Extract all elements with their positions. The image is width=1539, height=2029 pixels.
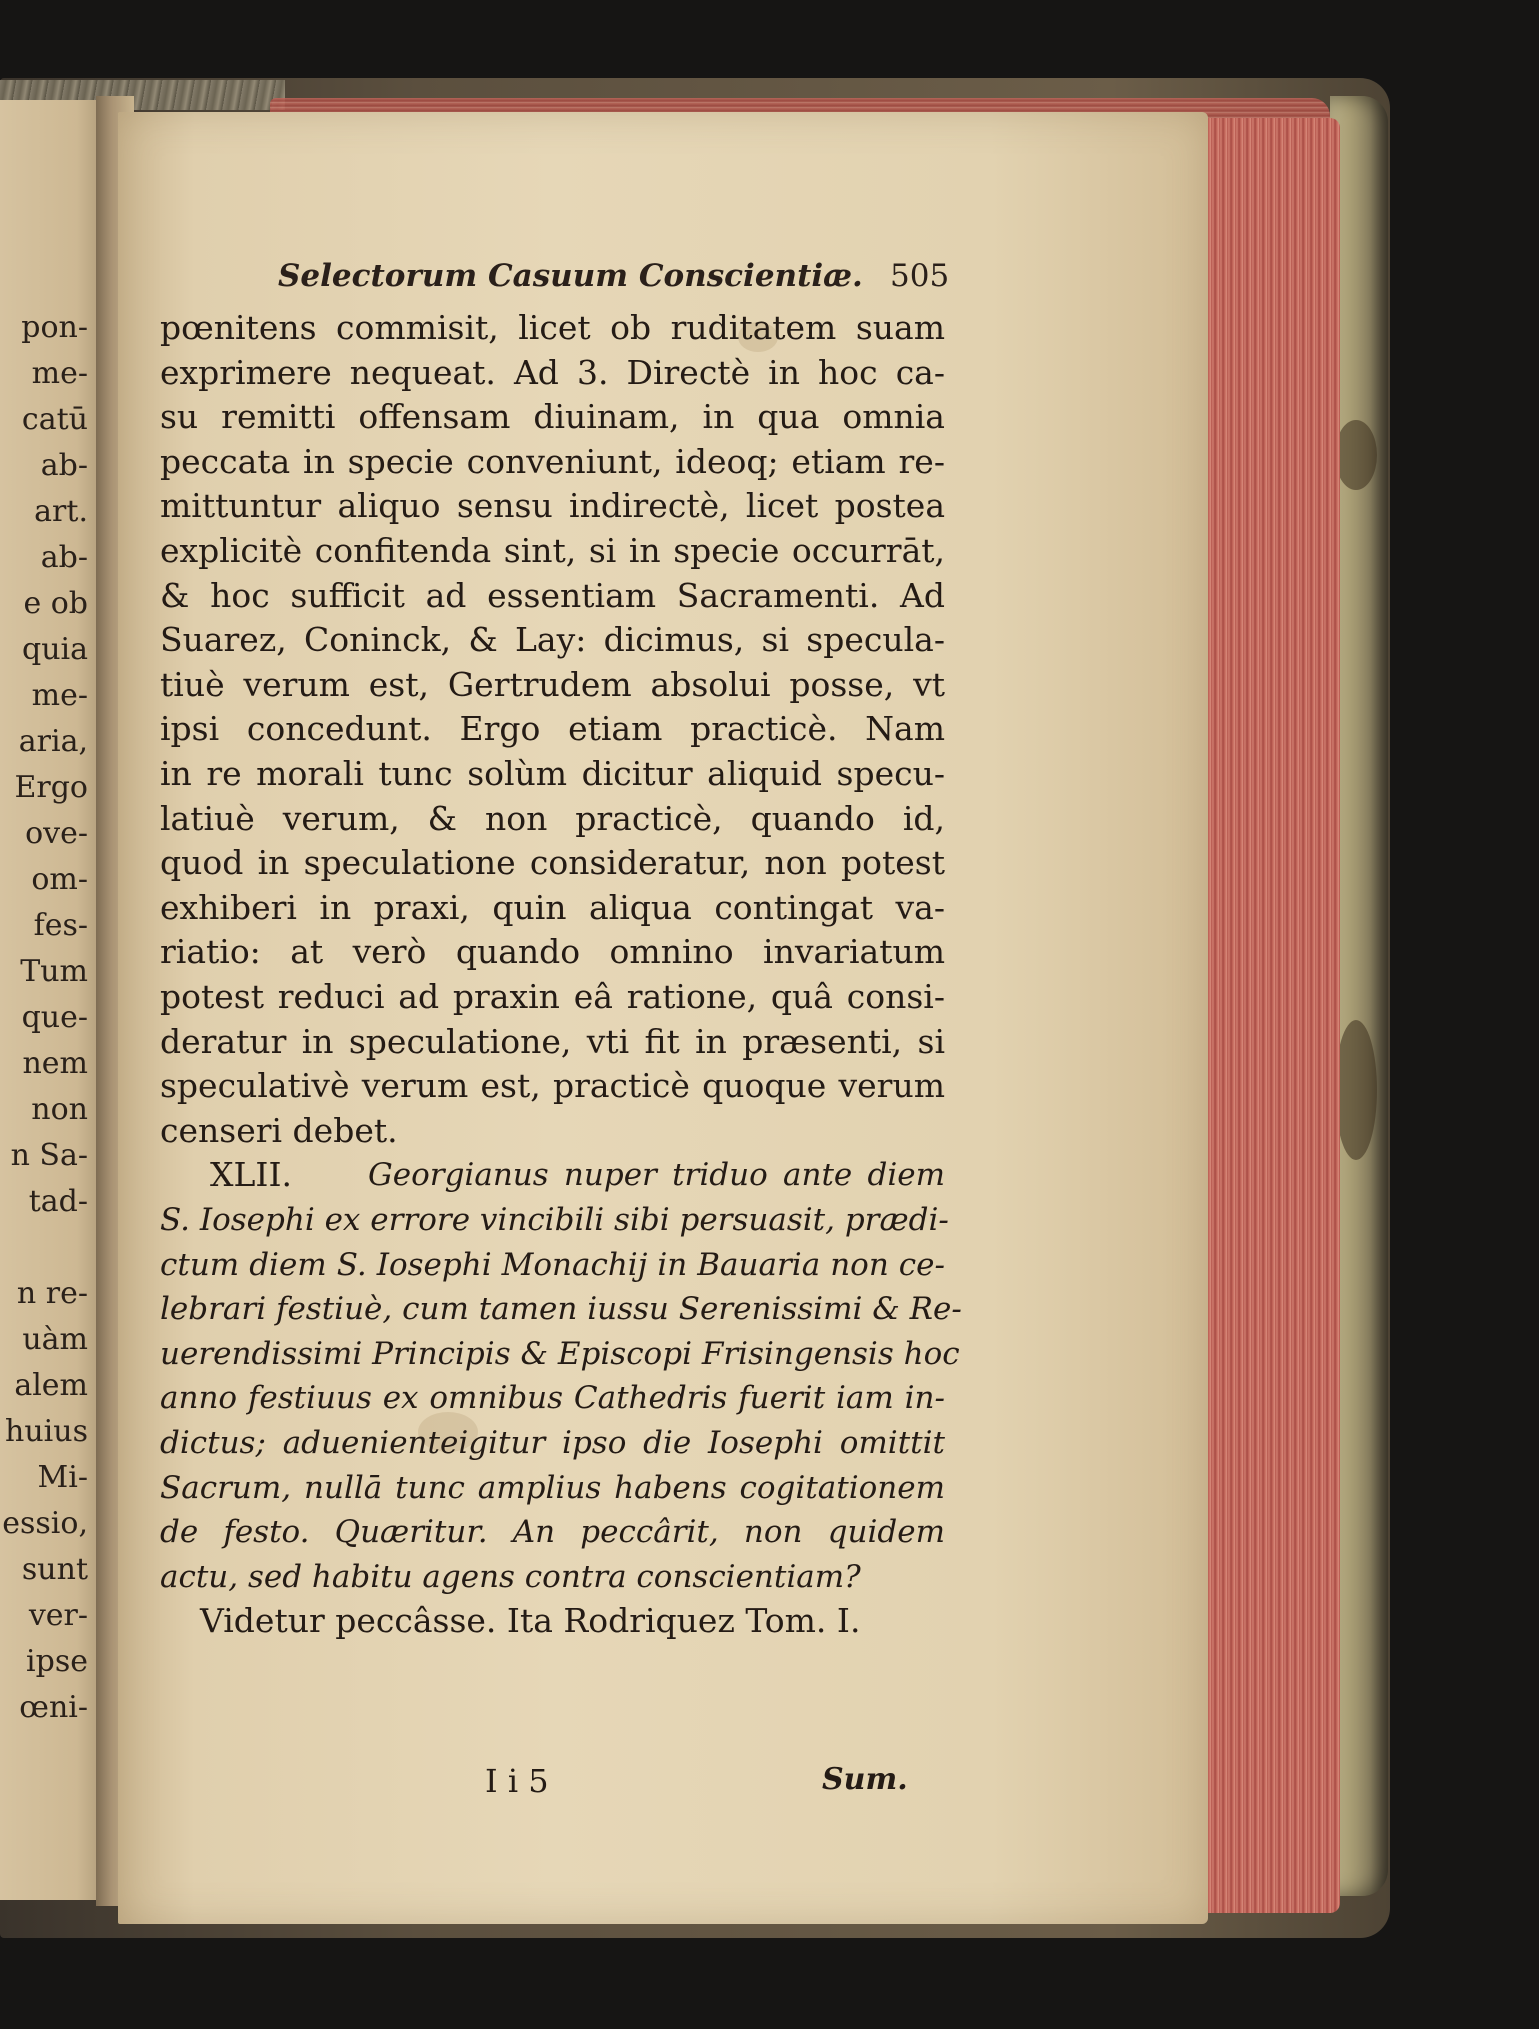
text-line: potest reduci ad praxin eâ ratione, quâ consi- — [160, 977, 945, 1016]
text-line: ipsi concedunt. Ergo etiam practicè. Nam — [160, 709, 945, 749]
italic-text-line: ctum diem S. Iosephi Monachij in Bauaria non ce- — [160, 1246, 945, 1283]
text-line: tiuè verum est, Gertrudem absolui posse, vt — [160, 664, 945, 704]
italic-text-line: actu, sed habitu agens contra conscientiam? — [160, 1558, 861, 1595]
left-page-text-fragment: ab- — [40, 540, 88, 575]
left-page-text-fragment: ab- — [40, 448, 88, 483]
text-line: in re morali tunc solùm dicitur aliquid specu- — [160, 754, 945, 793]
left-page-text-fragment: essio, — [2, 1506, 88, 1541]
italic-text-line: de festo. Quæritur. An peccârit, non quidem — [160, 1514, 945, 1551]
cover-stain — [1335, 1020, 1377, 1160]
text-line: mittuntur aliquo sensu indirectè, licet postea — [160, 486, 945, 526]
left-page-text-fragment: art. — [34, 494, 88, 529]
left-page-text-fragment: que- — [21, 1000, 88, 1035]
italic-text-line: lebrari festiuè, cum tamen iussu Serenissimi & Re- — [160, 1291, 962, 1328]
catchword: Sum. — [822, 1762, 908, 1797]
left-page-text-fragment: n re- — [16, 1276, 88, 1311]
left-page-text-fragment: nem — [22, 1046, 88, 1081]
left-page-fragment — [0, 100, 110, 1900]
left-page-text-fragment: catū — [21, 402, 88, 437]
text-line: deratur in speculatione, vti fit in præsenti, si — [160, 1021, 945, 1061]
italic-text-line: S. Iosephi ex errore vincibili sibi persuasit, prædi- — [160, 1202, 949, 1238]
italic-text-line: dictus; aduenienteigitur ipso die Iosephi omittit — [160, 1425, 945, 1461]
left-page-text-fragment: me- — [31, 678, 88, 713]
left-page-text-fragment: alem — [14, 1368, 88, 1403]
text-line: speculativè verum est, practicè quoque verum — [160, 1066, 945, 1106]
text-line: pœnitens commisit, licet ob ruditatem suam — [160, 308, 945, 347]
left-page-text-fragment: pon- — [21, 310, 88, 345]
left-page-text-fragment: ipse — [26, 1644, 88, 1679]
left-page-text-fragment: huius — [5, 1414, 88, 1449]
text-line: riatio: at verò quando omnino invariatum — [160, 932, 945, 972]
italic-text-line: uerendissimi Principis & Episcopi Frisingensis hoc — [160, 1335, 960, 1372]
italic-text-line: Sacrum, nullā tunc amplius habens cogitationem — [160, 1469, 945, 1506]
italic-text-line: Georgianus nuper triduo ante diem — [368, 1157, 945, 1194]
left-page-text-fragment: uàm — [22, 1322, 88, 1357]
left-page-text-fragment: ove- — [25, 816, 88, 851]
text-line: exprimere nequeat. Ad 3. Directè in hoc ca- — [160, 352, 945, 392]
red-page-edges — [1195, 118, 1340, 1913]
left-page-text-fragment: me- — [31, 356, 88, 391]
signature-mark: I i 5 — [485, 1762, 549, 1800]
left-page-text-fragment: om- — [31, 862, 88, 897]
running-head: Selectorum Casuum Conscientiæ. — [278, 258, 863, 294]
left-page-text-fragment: œni- — [19, 1690, 88, 1725]
left-page-text-fragment: fes- — [33, 908, 88, 943]
left-page-text-fragment: ver- — [28, 1598, 88, 1633]
text-line: censeri debet. — [160, 1110, 398, 1150]
page-number: 505 — [890, 258, 950, 294]
text-line: quod in speculatione consideratur, non potest — [160, 843, 945, 883]
left-page-text-fragment: Mi- — [37, 1460, 88, 1495]
text-line: Suarez, Coninck, & Lay: dicimus, si specula- — [160, 620, 945, 660]
italic-text-line: anno festiuus ex omnibus Cathedris fuerit iam in- — [160, 1380, 945, 1417]
left-page-text-fragment: Ergo — [14, 770, 88, 805]
left-page-text-fragment: tad- — [28, 1184, 88, 1219]
left-page-text-fragment: aria, — [18, 724, 88, 759]
section-number: XLII. — [210, 1155, 292, 1195]
text-line: latiuè verum, & non practicè, quando id, — [160, 798, 945, 838]
cover-stain — [1335, 420, 1377, 490]
text-line: explicitè confitenda sint, si in specie occurrāt, — [160, 531, 945, 570]
left-page-text-fragment: e ob — [23, 586, 88, 621]
left-page-text-fragment: Tum — [20, 954, 88, 989]
text-line: peccata in specie conveniunt, ideoq; etiam re- — [160, 441, 945, 481]
text-line: & hoc sufficit ad essentiam Sacramenti. Ad — [160, 575, 945, 615]
left-page-text-fragment: sunt — [21, 1552, 88, 1587]
final-text-line: Videtur peccâsse. Ita Rodriquez Tom. I. — [200, 1601, 861, 1641]
left-page-text-fragment: quia — [21, 632, 88, 667]
text-line: exhiberi in praxi, quin aliqua contingat va- — [160, 887, 945, 927]
left-page-text-fragment: n Sa- — [10, 1138, 88, 1173]
left-page-text-fragment: non — [31, 1092, 88, 1127]
text-line: su remitti offensam diuinam, in qua omnia — [160, 397, 945, 437]
